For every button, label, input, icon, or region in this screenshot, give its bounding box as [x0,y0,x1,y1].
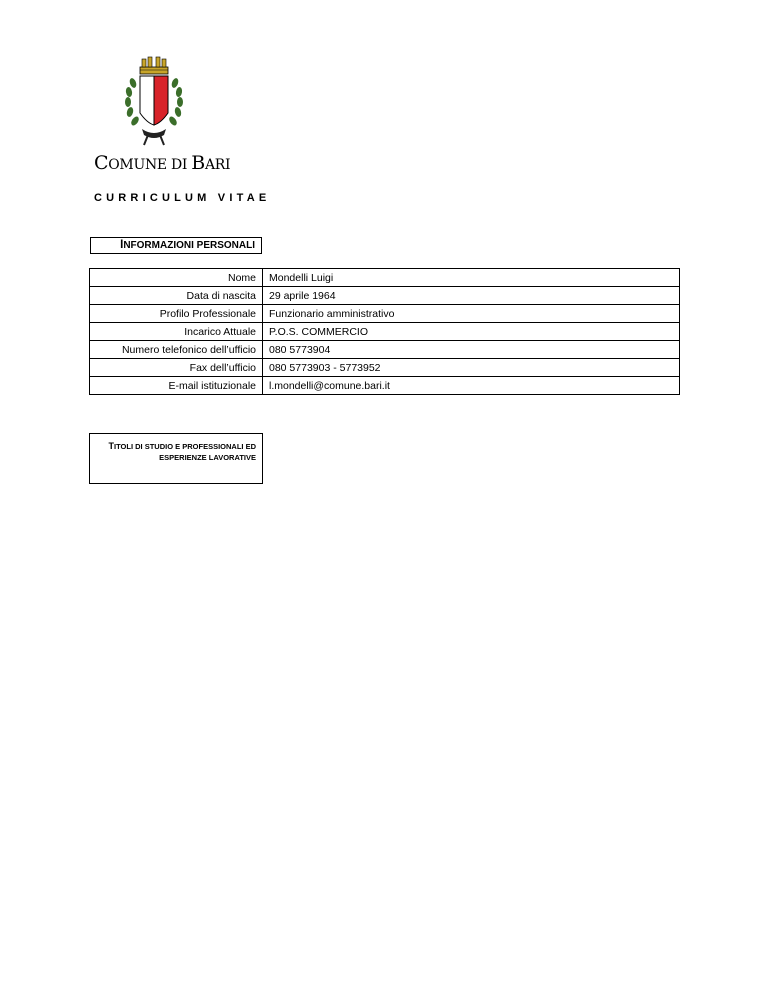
ribbon-icon [142,129,166,145]
row-label: Profilo Professionale [90,305,263,323]
row-label: Numero telefonico dell’ufficio [90,341,263,359]
organization-name: COMUNE DI BARI [94,152,231,174]
table-row [90,377,680,395]
shield-icon [140,76,168,125]
table-row [90,305,680,323]
education-experience-section-title: TITOLI DI STUDIO E PROFESSIONALI ED ESPERIENZE LAVORATIVE [89,433,263,484]
row-value: 29 aprile 1964 [263,287,680,305]
table-row [90,341,680,359]
row-value: 080 5773904 [263,341,680,359]
table-row [90,287,680,305]
crown-icon [140,57,168,74]
document-title: CURRICULUM VITAE [94,192,271,204]
row-value: P.O.S. COMMERCIO [263,323,680,341]
row-value: 080 5773903 - 5773952 [263,359,680,377]
row-label: E-mail istituzionale [90,377,263,395]
row-label: Nome [90,269,263,287]
personal-info-section-title: INFORMAZIONI PERSONALI [90,237,262,254]
table-row [90,359,680,377]
row-label: Incarico Attuale [90,323,263,341]
row-value: Mondelli Luigi [263,269,680,287]
row-value: Funzionario amministrativo [263,305,680,323]
table-row [90,323,680,341]
row-label: Data di nascita [90,287,263,305]
table-row [90,269,680,287]
email-link[interactable]: l.mondelli@comune.bari.it [263,377,680,395]
coat-of-arms-logo [118,55,190,149]
personal-info-table [89,268,680,395]
row-label: Fax dell’ufficio [90,359,263,377]
